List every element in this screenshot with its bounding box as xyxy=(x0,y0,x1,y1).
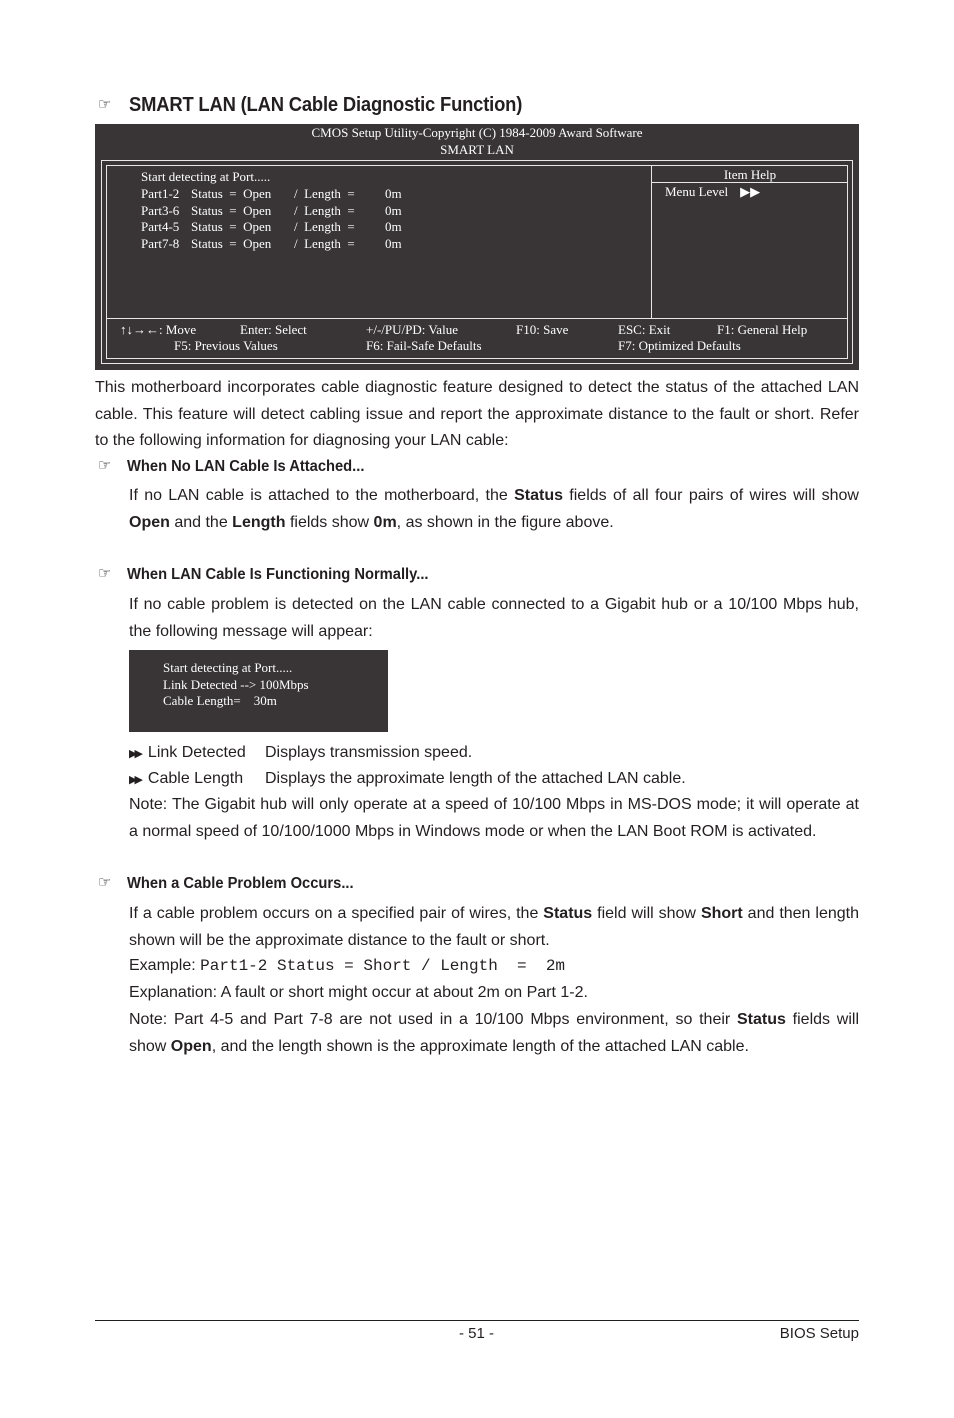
double-arrow-right-icon: ▶▶ xyxy=(740,184,761,199)
bios-row-value: 0m xyxy=(385,203,402,218)
bios-key-save: F10: Save xyxy=(516,322,569,337)
bios-row-length: / Length = xyxy=(294,236,355,251)
bios-header-title: SMART LAN xyxy=(440,142,514,157)
item-link-detected: ▶▶ Link Detected xyxy=(129,740,246,768)
bios-row-value: 0m xyxy=(385,219,402,234)
no-cable-paragraph: If no LAN cable is attached to the motherboard, the Status fields of all four pairs of wires will show Open and the Length fields show 0m, as shown in the figure above. xyxy=(129,487,859,531)
intro-paragraph: This motherboard incorporates cable diagnostic feature designed to detect the status of the attached LAN cable. This feature will detect cabling issue and report the approximate distance to the fault or short. Refer to the following information for diagnosing your LAN cable: xyxy=(95,379,859,449)
bios-row-length: / Length = xyxy=(294,219,355,234)
pointing-hand-icon: ☞ xyxy=(98,564,112,582)
message-line-detect: Start detecting at Port..... xyxy=(163,660,293,675)
bios-row-part: Part1-2 xyxy=(141,186,180,201)
example-code: Part1-2 Status = Short / Length = 2m xyxy=(200,957,566,975)
message-line-link: Link Detected --> 100Mbps xyxy=(163,677,309,692)
heading-no-cable: When No LAN Cable Is Attached... xyxy=(127,458,365,475)
bios-row-status: Status = Open xyxy=(191,203,272,218)
heading-problem: When a Cable Problem Occurs... xyxy=(127,875,354,892)
bios-divider-footer xyxy=(106,318,848,319)
normal-paragraph: If no cable problem is detected on the LAN cable connected to a Gigabit hub or a 10/100 Mbps hub, the following message will appear: xyxy=(129,596,859,640)
bios-row-value: 0m xyxy=(385,186,402,201)
double-arrow-right-icon: ▶▶ xyxy=(129,748,140,760)
item-link-detected-desc: Displays transmission speed. xyxy=(265,744,473,761)
item-cable-length: ▶▶ Cable Length xyxy=(129,766,243,794)
bios-key-move: ↑↓→←: Move xyxy=(120,322,197,337)
problem-paragraph: If a cable problem occurs on a specified pair of wires, the Status field will show Short and then length shown will be the approximate distance to the fault or short. xyxy=(129,905,860,949)
bios-header-copyright: CMOS Setup Utility-Copyright (C) 1984-2009 Award Software xyxy=(311,125,643,140)
bios-key-previous: F5: Previous Values xyxy=(174,338,278,353)
problem-note: Note: Part 4-5 and Part 7-8 are not used in a 10/100 Mbps environment, so their Status fields will show Open, and the length shown is the approximate length of the attached LAN cable. xyxy=(129,1011,859,1055)
bios-key-enter: Enter: Select xyxy=(240,322,307,337)
footer-rule xyxy=(95,1320,859,1321)
pointing-hand-icon: ☞ xyxy=(98,456,112,474)
normal-note: Note: The Gigabit hub will only operate at a speed of 10/100 Mbps in MS-DOS mode; it will operate at a normal speed of 10/100/1000 Mbps in Windows mode or when the LAN Boot ROM is activated. xyxy=(129,796,859,840)
bios-key-value: +/-/PU/PD: Value xyxy=(366,322,458,337)
message-line-length: Cable Length= 30m xyxy=(163,693,277,708)
bios-row-part: Part7-8 xyxy=(141,236,180,251)
bios-row-part: Part4-5 xyxy=(141,219,180,234)
bios-key-optimized: F7: Optimized Defaults xyxy=(618,338,741,353)
pointing-hand-icon: ☞ xyxy=(98,873,112,891)
bios-item-help: Item Help xyxy=(723,167,777,182)
example-line: Example: Part1-2 Status = Short / Length = 2m xyxy=(129,957,566,975)
bios-menu-level-label: Menu Level xyxy=(665,184,729,199)
bios-row-part: Part3-6 xyxy=(141,203,180,218)
item-cable-length-desc: Displays the approximate length of the attached LAN cable. xyxy=(265,770,686,787)
bios-row-length: / Length = xyxy=(294,186,355,201)
footer-section: BIOS Setup xyxy=(779,1325,859,1342)
explanation-line: Explanation: A fault or short might occur at about 2m on Part 1-2. xyxy=(129,984,588,1001)
bios-row-value: 0m xyxy=(385,236,402,251)
bios-menu-level xyxy=(665,184,760,200)
bios-key-failsafe: F6: Fail-Safe Defaults xyxy=(366,338,482,353)
bios-key-exit: ESC: Exit xyxy=(618,322,671,337)
bios-key-help: F1: General Help xyxy=(717,322,808,337)
bios-row-status: Status = Open xyxy=(191,236,272,251)
double-arrow-right-icon: ▶▶ xyxy=(129,774,140,786)
bios-row-status: Status = Open xyxy=(191,186,272,201)
bios-divider-vertical xyxy=(651,165,652,318)
heading-normal: When LAN Cable Is Functioning Normally... xyxy=(127,566,429,583)
bios-detect-line: Start detecting at Port..... xyxy=(141,169,271,184)
page-number: - 51 - xyxy=(459,1325,495,1342)
bios-row-status: Status = Open xyxy=(191,219,272,234)
section-title: SMART LAN (LAN Cable Diagnostic Function) xyxy=(129,94,523,116)
pointing-hand-icon: ☞ xyxy=(98,95,112,113)
bios-row-length: / Length = xyxy=(294,203,355,218)
